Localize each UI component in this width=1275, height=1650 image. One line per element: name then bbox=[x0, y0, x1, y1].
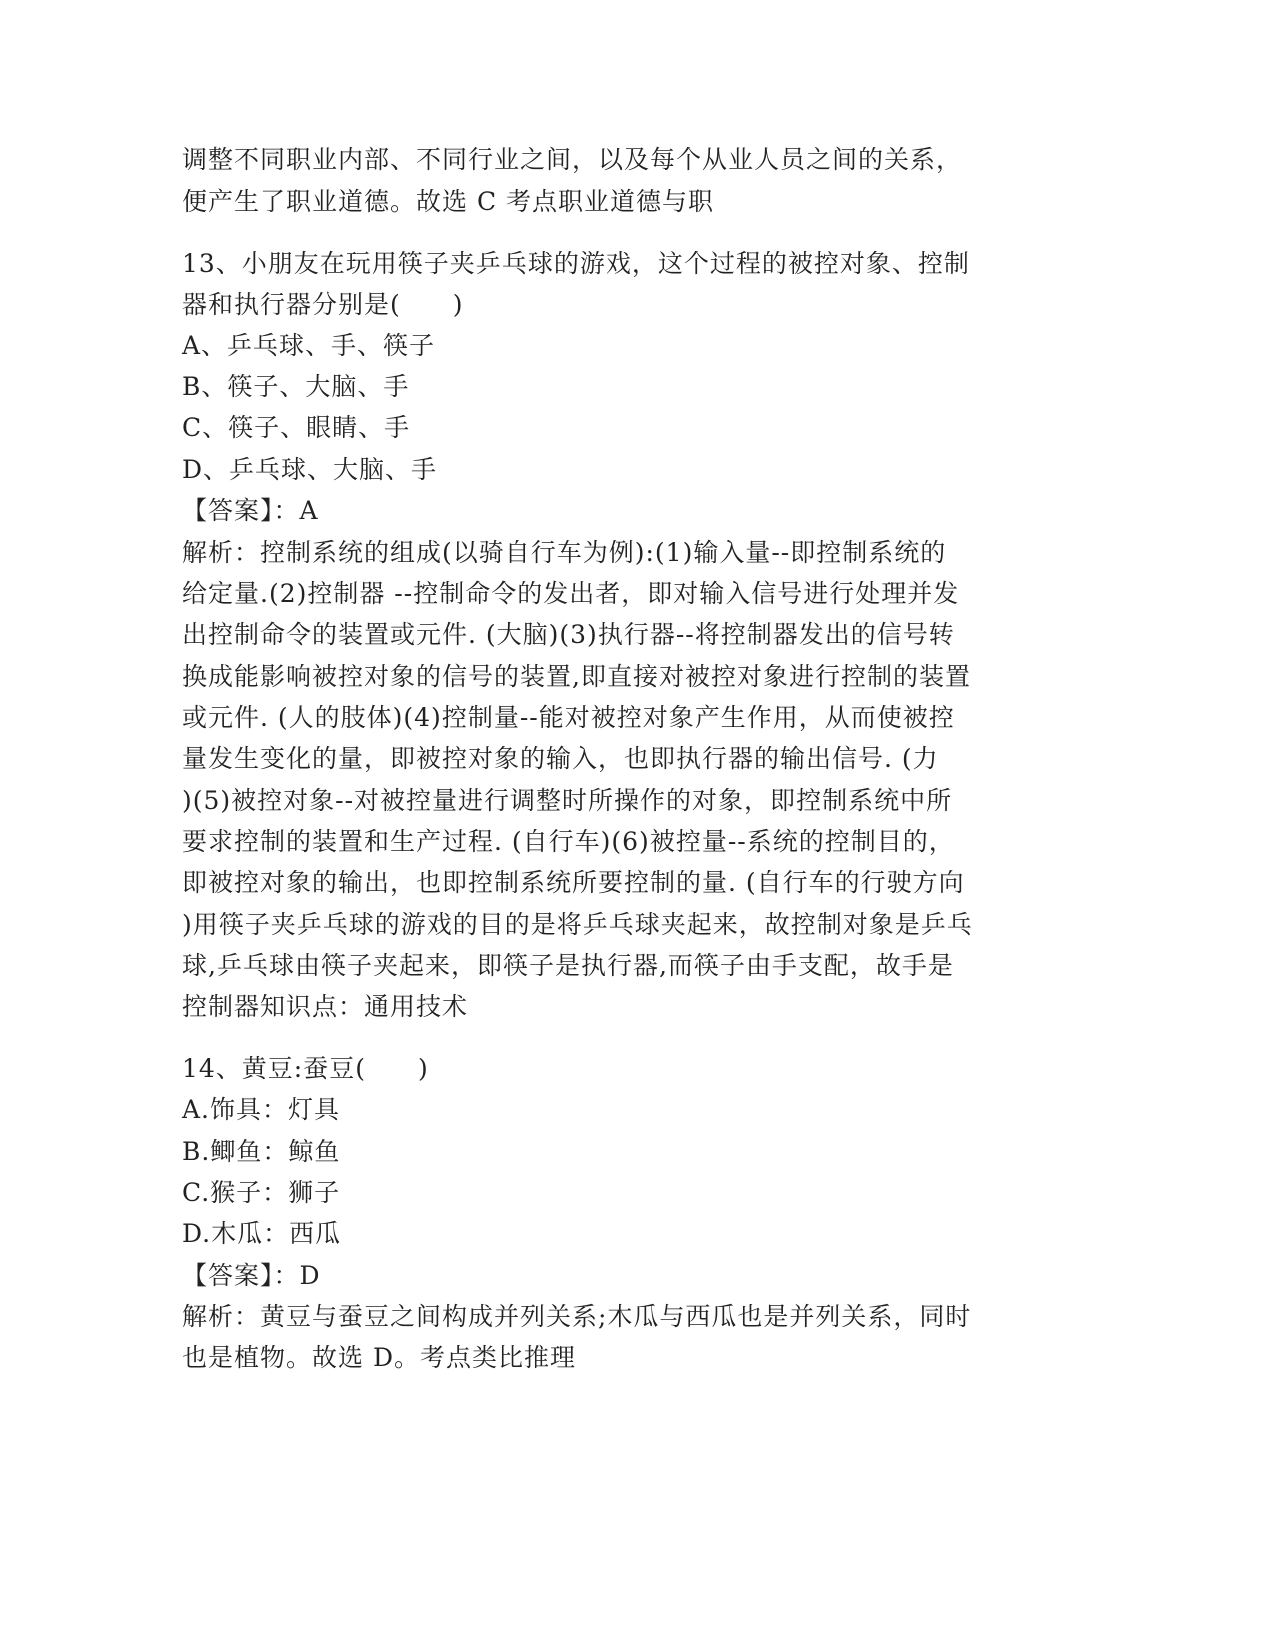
analysis-line: )(5)被控对象--对被控量进行调整时所操作的对象，即控制系统中所 bbox=[182, 786, 953, 815]
option-d: D、乒乓球、大脑、手 bbox=[182, 455, 438, 484]
option-c: C.猴子：狮子 bbox=[182, 1178, 341, 1207]
option-c: C、筷子、眼睛、手 bbox=[182, 413, 411, 442]
analysis-line: 或元件. (人的肢体)(4)控制量--能对被控对象产生作用，从而使被控 bbox=[182, 703, 955, 732]
answer-line: 【答案】：D bbox=[182, 1261, 321, 1290]
question-stem-line: 14、黄豆:蚕豆( ) bbox=[182, 1054, 429, 1083]
option-b: B.鲫鱼：鲸鱼 bbox=[182, 1137, 341, 1166]
option-a: A、乒乓球、手、筷子 bbox=[182, 331, 436, 360]
question-stem-line: 13、小朋友在玩用筷子夹乒乓球的游戏，这个过程的被控对象、控制 bbox=[182, 249, 970, 278]
analysis-line: )用筷子夹乒乓球的游戏的目的是将乒乓球夹起来，故控制对象是乒乓 bbox=[182, 910, 973, 939]
analysis-line: 量发生变化的量，即被控对象的输入，也即执行器的输出信号. (力 bbox=[182, 744, 939, 773]
analysis-line: 给定量.(2)控制器 --控制命令的发出者，即对输入信号进行处理并发 bbox=[182, 579, 960, 608]
analysis-line: 解析：黄豆与蚕豆之间构成并列关系;木瓜与西瓜也是并列关系，同时 bbox=[182, 1302, 972, 1331]
option-d: D.木瓜：西瓜 bbox=[182, 1219, 342, 1248]
question-stem-line: 器和执行器分别是( ) bbox=[182, 290, 464, 319]
analysis-line: 控制器知识点：通用技术 bbox=[182, 992, 469, 1021]
analysis-line: 要求控制的装置和生产过程. (自行车)(6)被控量--系统的控制目的， bbox=[182, 827, 955, 856]
analysis-line: 也是植物。故选 D。考点类比推理 bbox=[182, 1343, 576, 1372]
analysis-line: 解析：控制系统的组成(以骑自行车为例):(1)输入量--即控制系统的 bbox=[182, 538, 947, 567]
analysis-line: 即被控对象的输出，也即控制系统所要控制的量. (自行车的行驶方向 bbox=[182, 868, 965, 897]
option-a: A.饰具：灯具 bbox=[182, 1095, 341, 1124]
analysis-line: 出控制命令的装置或元件. (大脑)(3)执行器--将控制器发出的信号转 bbox=[182, 620, 955, 649]
option-b: B、筷子、大脑、手 bbox=[182, 372, 410, 401]
analysis-line: 球,乒乓球由筷子夹起来，即筷子是执行器,而筷子由手支配，故手是 bbox=[182, 951, 954, 980]
analysis-line: 换成能影响被控对象的信号的装置,即直接对被控对象进行控制的装置 bbox=[182, 662, 971, 691]
text-line: 便产生了职业道德。故选 C 考点职业道德与职 bbox=[182, 187, 715, 216]
text-line: 调整不同职业内部、不同行业之间，以及每个从业人员之间的关系， bbox=[182, 145, 963, 174]
answer-line: 【答案】：A bbox=[182, 496, 319, 525]
